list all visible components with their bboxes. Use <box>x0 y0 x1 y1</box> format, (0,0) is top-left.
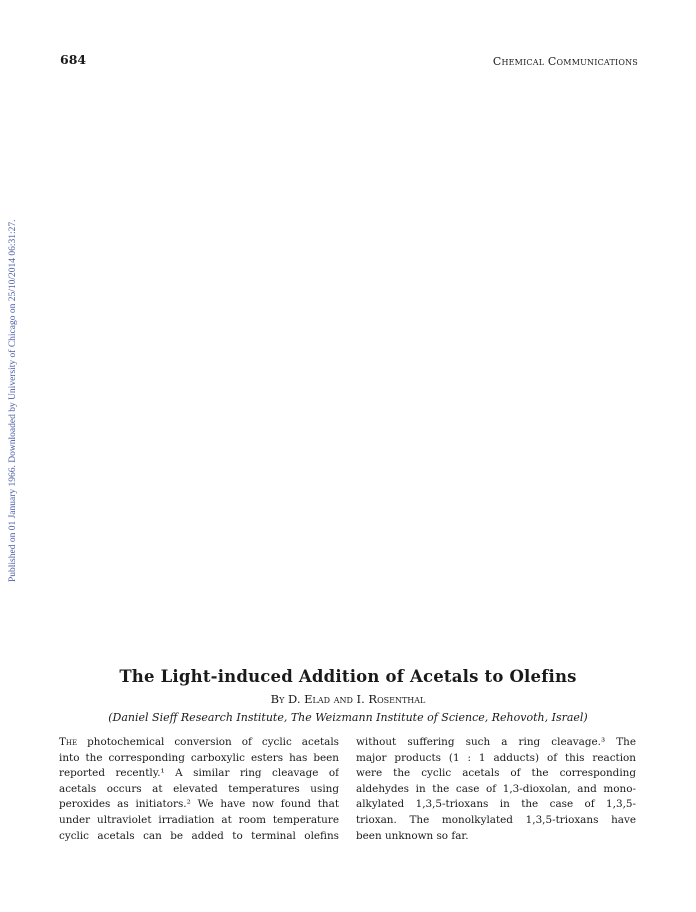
body-line: acetals occurs at elevated temperatures using <box>59 782 339 795</box>
body-line: aldehydes in the case of 1,3-dioxolan, and mono- <box>356 782 636 795</box>
body-line: under ultraviolet irradiation at room temperature <box>59 813 339 826</box>
body-line: The photochemical conversion of cyclic acetals <box>59 736 339 748</box>
running-head <box>493 55 638 68</box>
lead-word: The <box>59 736 78 748</box>
body-line: been unknown so far. <box>356 829 469 842</box>
body-line: into the corresponding carboxylic esters has been <box>59 751 339 764</box>
page-number: 684 <box>60 52 87 67</box>
left-column <box>59 735 339 844</box>
body-line: without suffering such a ring cleavage.³ The <box>356 736 636 748</box>
article-affiliation: (Daniel Sieff Research Institute, The Weizmann Institute of Science, Rehovoth, Israel) <box>108 711 588 724</box>
body-line: trioxan. The monolkylated 1,3,5-trioxans have <box>356 813 636 826</box>
body-line: were the cyclic acetals of the corresponding <box>356 767 636 780</box>
body-line: cyclic acetals can be added to terminal olefins <box>59 829 339 842</box>
body-line: alkylated 1,3,5-trioxans in the case of 1,3,5- <box>356 798 636 811</box>
body-line: major products (1 : 1 adducts) of this reaction <box>356 751 636 764</box>
journal-name: Chemical Communications <box>492 55 638 68</box>
body-line: reported recently.¹ A similar ring cleavage of <box>59 767 339 780</box>
article-authors: By D. Elad and I. Rosenthal <box>270 692 426 706</box>
download-notice <box>0 152 20 582</box>
article-title: The Light-induced Addition of Acetals to Olefins <box>119 667 577 686</box>
download-notice-text[interactable]: Published on 01 January 1966. Downloaded by University of Chicago on 25/10/2014 06:31:27. <box>8 219 18 582</box>
right-column <box>356 735 636 844</box>
body-line: peroxides as initiators.² We have now found that <box>59 798 339 811</box>
